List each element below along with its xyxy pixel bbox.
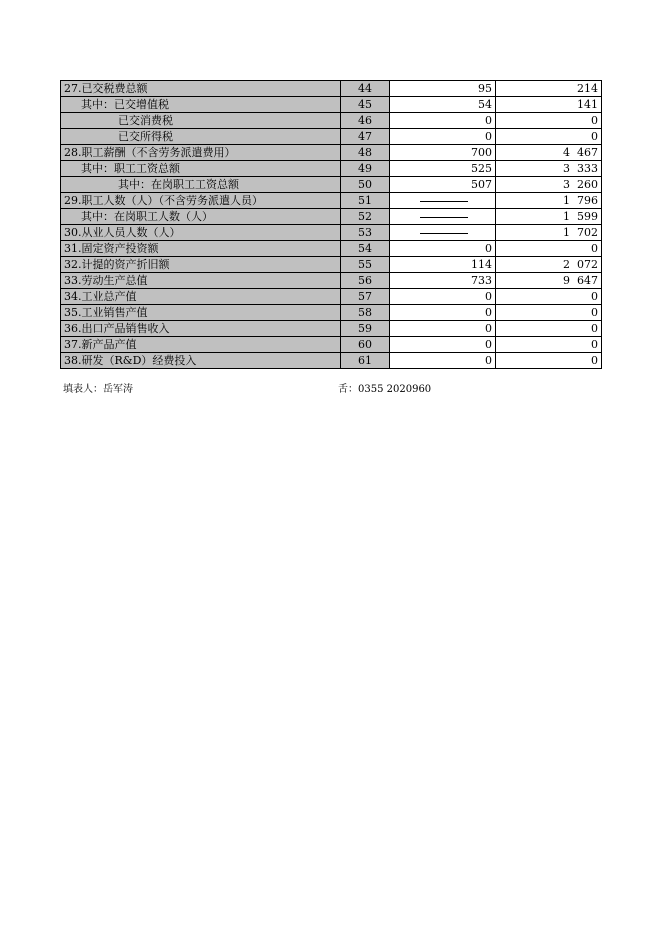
cell-cumulative[interactable]: 0 bbox=[496, 113, 602, 129]
cell-cumulative[interactable]: 1 796 bbox=[496, 193, 602, 209]
table-row bbox=[61, 241, 602, 257]
table-row bbox=[61, 353, 602, 369]
table-row bbox=[61, 113, 602, 129]
cell-current-period[interactable]: 114 bbox=[390, 257, 496, 273]
cell-current-period[interactable]: 733 bbox=[390, 273, 496, 289]
table-row bbox=[61, 177, 602, 193]
cell-cumulative[interactable]: 3 333 bbox=[496, 161, 602, 177]
row-label: 其中：职工工资总额 bbox=[61, 161, 341, 177]
row-code: 49 bbox=[341, 161, 390, 177]
cell-cumulative[interactable]: 0 bbox=[496, 129, 602, 145]
phone-label: 舌：0355 2020960 bbox=[338, 384, 432, 395]
row-label: 36.出口产品销售收入 bbox=[61, 321, 341, 337]
row-code: 47 bbox=[341, 129, 390, 145]
row-code: 57 bbox=[341, 289, 390, 305]
not-applicable-dash bbox=[420, 233, 468, 234]
cell-cumulative[interactable]: 214 bbox=[496, 81, 602, 97]
cell-cumulative[interactable]: 1 599 bbox=[496, 209, 602, 225]
table-row bbox=[61, 273, 602, 289]
row-code: 54 bbox=[341, 241, 390, 257]
cell-cumulative[interactable]: 0 bbox=[496, 241, 602, 257]
cell-current-period[interactable]: 525 bbox=[390, 161, 496, 177]
cell-cumulative[interactable]: 0 bbox=[496, 337, 602, 353]
row-label: 31.固定资产投资额 bbox=[61, 241, 341, 257]
cell-current-period[interactable]: 95 bbox=[390, 81, 496, 97]
table-row bbox=[61, 337, 602, 353]
cell-current-period[interactable]: 507 bbox=[390, 177, 496, 193]
table-row bbox=[61, 129, 602, 145]
row-label: 其中：在岗职工人数（人） bbox=[61, 209, 341, 225]
row-code: 50 bbox=[341, 177, 390, 193]
row-code: 60 bbox=[341, 337, 390, 353]
cell-current-period[interactable]: 0 bbox=[390, 337, 496, 353]
row-code: 58 bbox=[341, 305, 390, 321]
row-code: 44 bbox=[341, 81, 390, 97]
row-label: 28.职工薪酬（不含劳务派遣费用） bbox=[61, 145, 341, 161]
row-code: 56 bbox=[341, 273, 390, 289]
row-code: 48 bbox=[341, 145, 390, 161]
not-applicable-dash bbox=[420, 217, 468, 218]
row-code: 51 bbox=[341, 193, 390, 209]
row-label: 其中：在岗职工工资总额 bbox=[61, 177, 341, 193]
table-row bbox=[61, 81, 602, 97]
table-row bbox=[61, 289, 602, 305]
row-code: 52 bbox=[341, 209, 390, 225]
row-code: 46 bbox=[341, 113, 390, 129]
row-label: 27.已交税费总额 bbox=[61, 81, 341, 97]
cell-current-period[interactable]: 0 bbox=[390, 241, 496, 257]
cell-cumulative[interactable]: 0 bbox=[496, 289, 602, 305]
row-code: 59 bbox=[341, 321, 390, 337]
cell-cumulative[interactable]: 4 467 bbox=[496, 145, 602, 161]
cell-current-period[interactable] bbox=[390, 209, 496, 225]
table-row bbox=[61, 209, 602, 225]
row-label: 32.计提的资产折旧额 bbox=[61, 257, 341, 273]
row-label: 34.工业总产值 bbox=[61, 289, 341, 305]
table-row bbox=[61, 145, 602, 161]
not-applicable-dash bbox=[420, 201, 468, 202]
cell-cumulative[interactable]: 9 647 bbox=[496, 273, 602, 289]
cell-current-period[interactable] bbox=[390, 193, 496, 209]
table-row bbox=[61, 193, 602, 209]
cell-cumulative[interactable]: 0 bbox=[496, 305, 602, 321]
cell-current-period[interactable]: 54 bbox=[390, 97, 496, 113]
cell-cumulative[interactable]: 0 bbox=[496, 321, 602, 337]
row-label: 30.从业人员人数（人） bbox=[61, 225, 341, 241]
row-code: 53 bbox=[341, 225, 390, 241]
row-label: 29.职工人数（人）（不含劳务派遣人员） bbox=[61, 193, 341, 209]
cell-current-period[interactable]: 0 bbox=[390, 321, 496, 337]
table-row bbox=[61, 225, 602, 241]
row-label: 37.新产品产值 bbox=[61, 337, 341, 353]
row-label: 35.工业销售产值 bbox=[61, 305, 341, 321]
table-row bbox=[61, 321, 602, 337]
row-label: 其中：已交增值税 bbox=[61, 97, 341, 113]
cell-cumulative[interactable]: 1 702 bbox=[496, 225, 602, 241]
row-label: 38.研发（R&D）经费投入 bbox=[61, 353, 341, 369]
cell-current-period[interactable]: 0 bbox=[390, 129, 496, 145]
row-label: 已交所得税 bbox=[61, 129, 341, 145]
row-code: 61 bbox=[341, 353, 390, 369]
cell-cumulative[interactable]: 3 260 bbox=[496, 177, 602, 193]
table-row bbox=[61, 97, 602, 113]
row-label: 33.劳动生产总值 bbox=[61, 273, 341, 289]
filler-label: 填表人：岳军涛 bbox=[63, 384, 133, 395]
table-row bbox=[61, 305, 602, 321]
cell-current-period[interactable]: 0 bbox=[390, 305, 496, 321]
cell-cumulative[interactable]: 2 072 bbox=[496, 257, 602, 273]
row-code: 45 bbox=[341, 97, 390, 113]
table-row bbox=[61, 257, 602, 273]
row-label: 已交消费税 bbox=[61, 113, 341, 129]
row-code: 55 bbox=[341, 257, 390, 273]
cell-current-period[interactable]: 700 bbox=[390, 145, 496, 161]
cell-current-period[interactable]: 0 bbox=[390, 113, 496, 129]
cell-current-period[interactable] bbox=[390, 225, 496, 241]
cell-current-period[interactable]: 0 bbox=[390, 289, 496, 305]
cell-cumulative[interactable]: 0 bbox=[496, 353, 602, 369]
cell-cumulative[interactable]: 141 bbox=[496, 97, 602, 113]
statistics-table bbox=[60, 80, 602, 369]
cell-current-period[interactable]: 0 bbox=[390, 353, 496, 369]
table-row bbox=[61, 161, 602, 177]
